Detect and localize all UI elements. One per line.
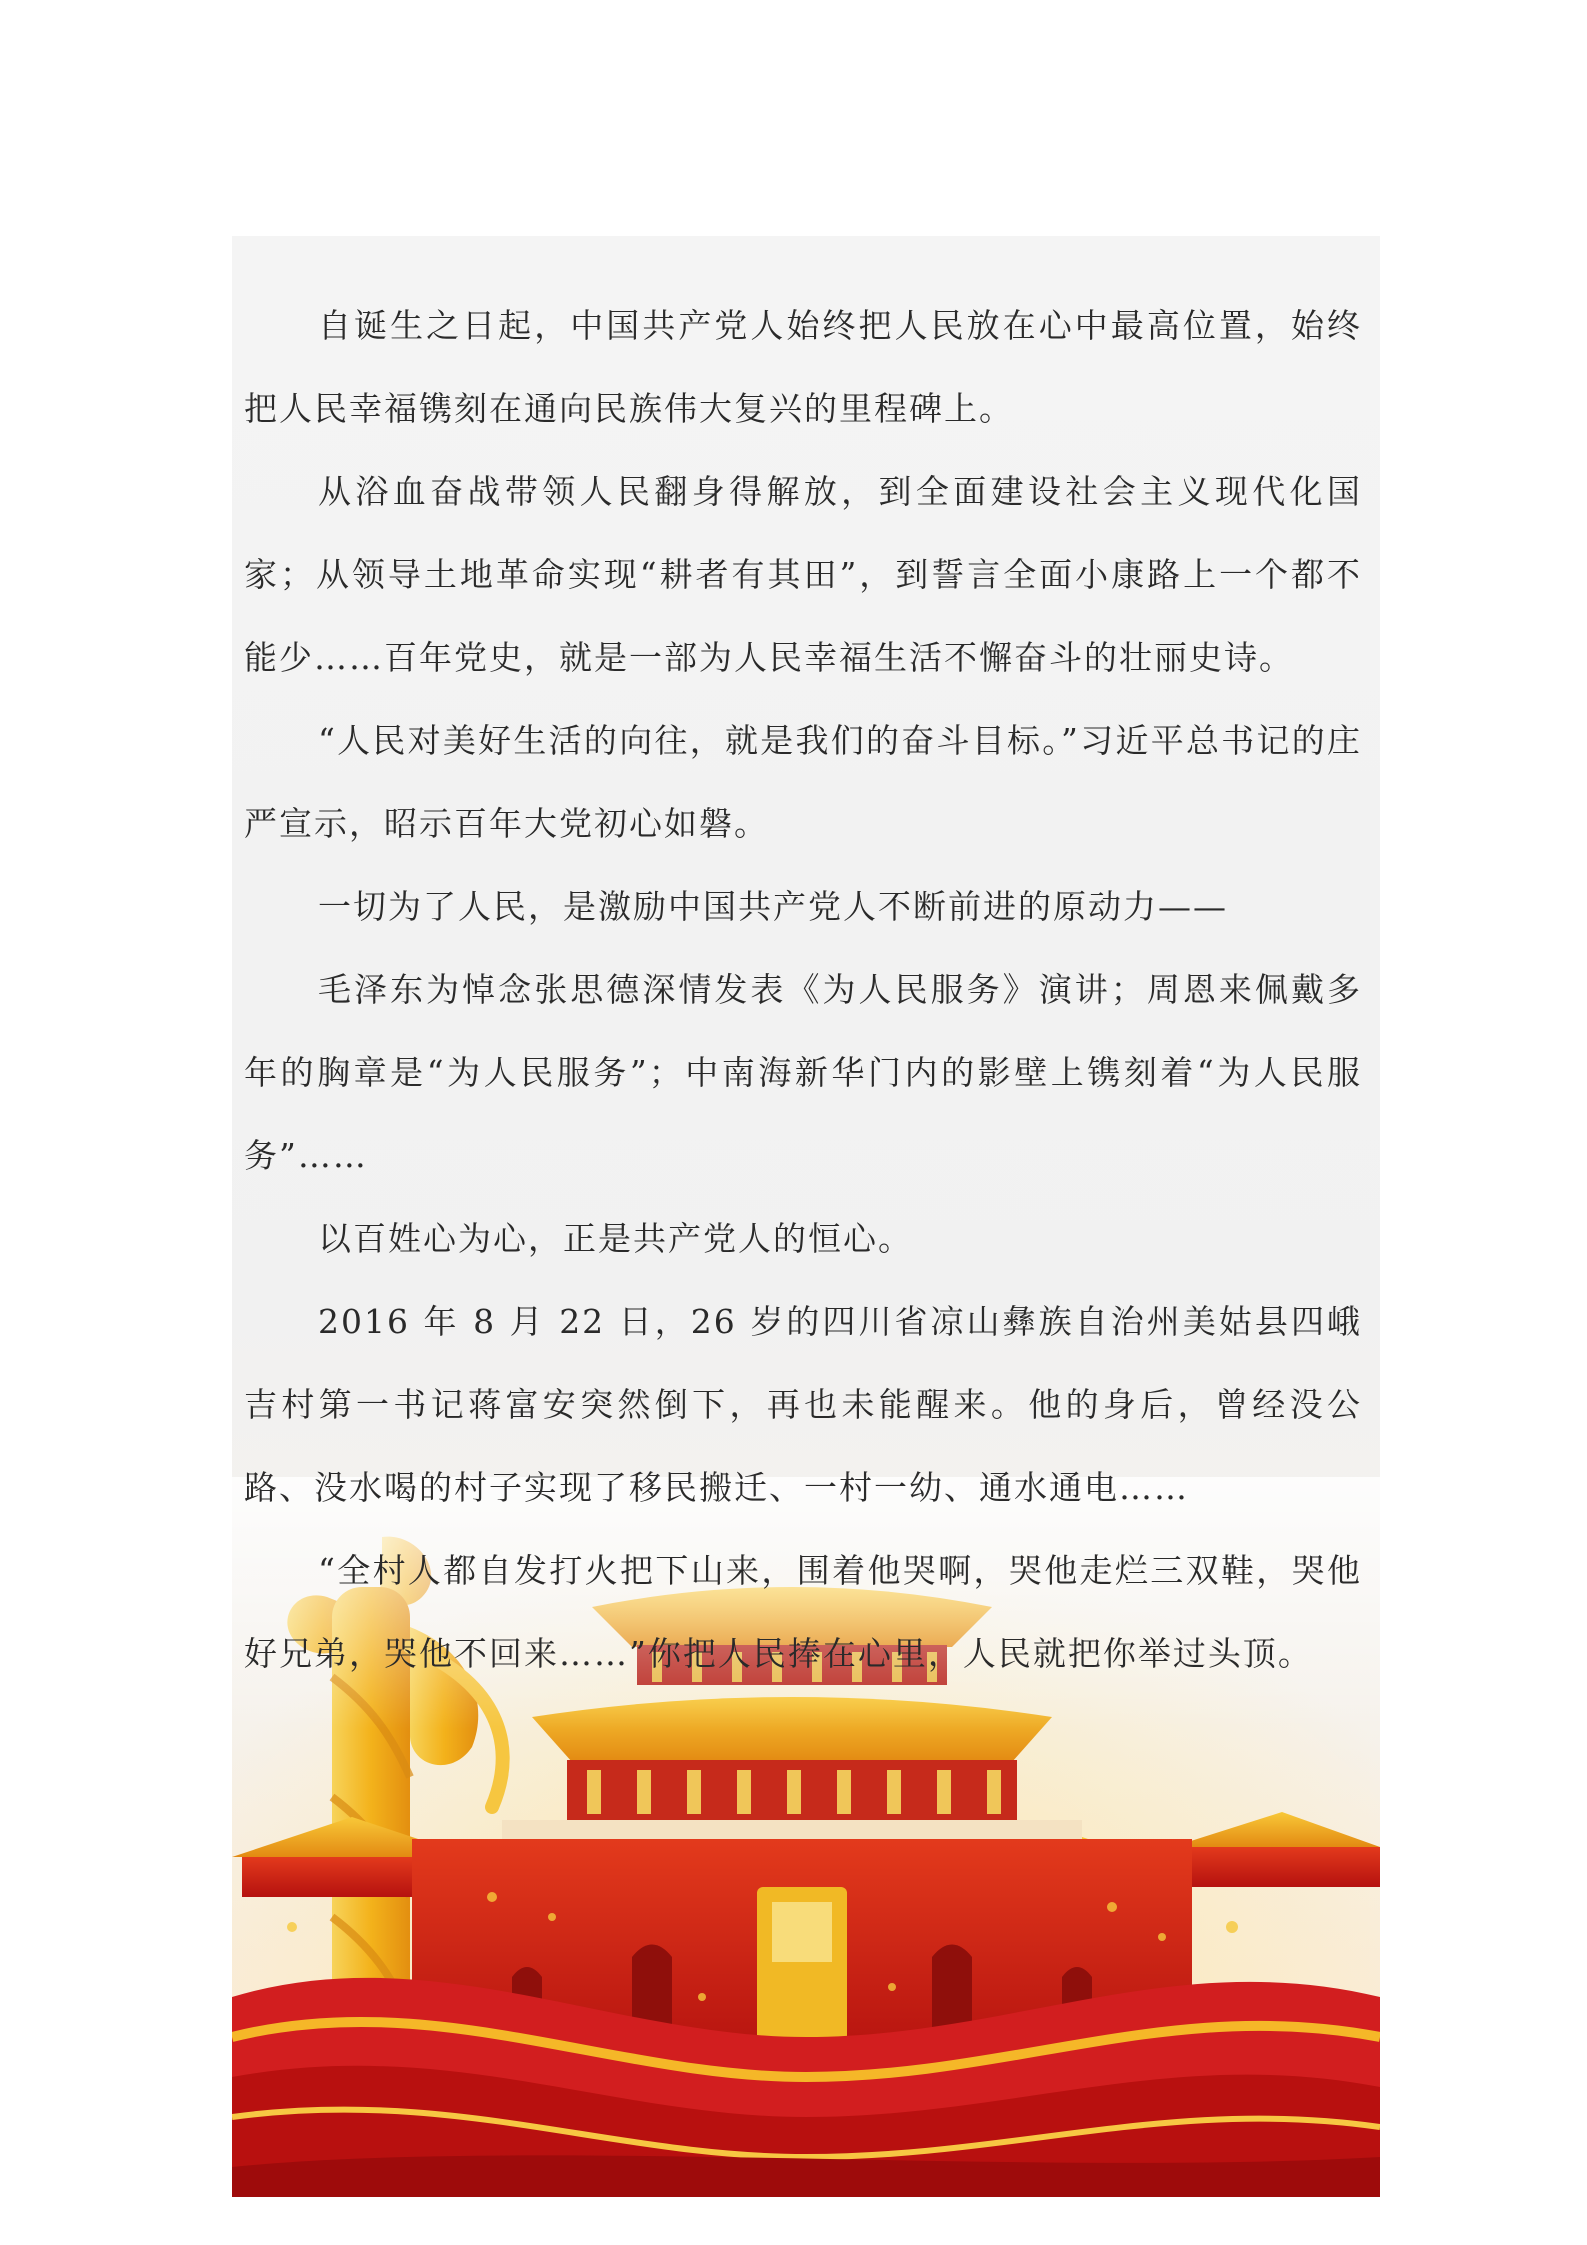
paragraph: “人民对美好生活的向往，就是我们的奋斗目标。”习近平总书记的庄严宣示，昭示百年大党初心如磐。	[244, 721, 1362, 843]
paragraph: 2016 年 8 月 22 日，26 岁的四川省凉山彝族自治州美姑县四峨吉村第一书记蒋富安突然倒下，再也未能醒来。他的身后，曾经没公路、没水喝的村子实现了移民搬迁、一村一幼、通水通电……	[244, 1302, 1362, 1507]
paragraph: 毛泽东为悼念张思德深情发表《为人民服务》演讲；周恩来佩戴多年的胸章是“为人民服务”；中南海新华门内的影壁上镌刻着“为人民服务”……	[244, 970, 1362, 1175]
paragraph: 以百姓心为心，正是共产党人的恒心。	[318, 1219, 913, 1258]
paragraph: 自诞生之日起，中国共产党人始终把人民放在心中最高位置，始终把人民幸福镌刻在通向民族伟大复兴的里程碑上。	[244, 306, 1362, 428]
paragraph: “全村人都自发打火把下山来，围着他哭啊，哭他走烂三双鞋，哭他好兄弟，哭他不回来……”你把人民捧在心里，人民就把你举过头顶。	[244, 1551, 1362, 1673]
article-body	[244, 284, 1362, 1695]
document-panel	[232, 236, 1380, 2197]
paragraph: 从浴血奋战带领人民翻身得解放，到全面建设社会主义现代化国家；从领导土地革命实现“耕者有其田”，到誓言全面小康路上一个都不能少……百年党史，就是一部为人民幸福生活不懈奋斗的壮丽史诗。	[244, 472, 1362, 677]
paragraph: 一切为了人民，是激励中国共产党人不断前进的原动力——	[318, 887, 1228, 926]
